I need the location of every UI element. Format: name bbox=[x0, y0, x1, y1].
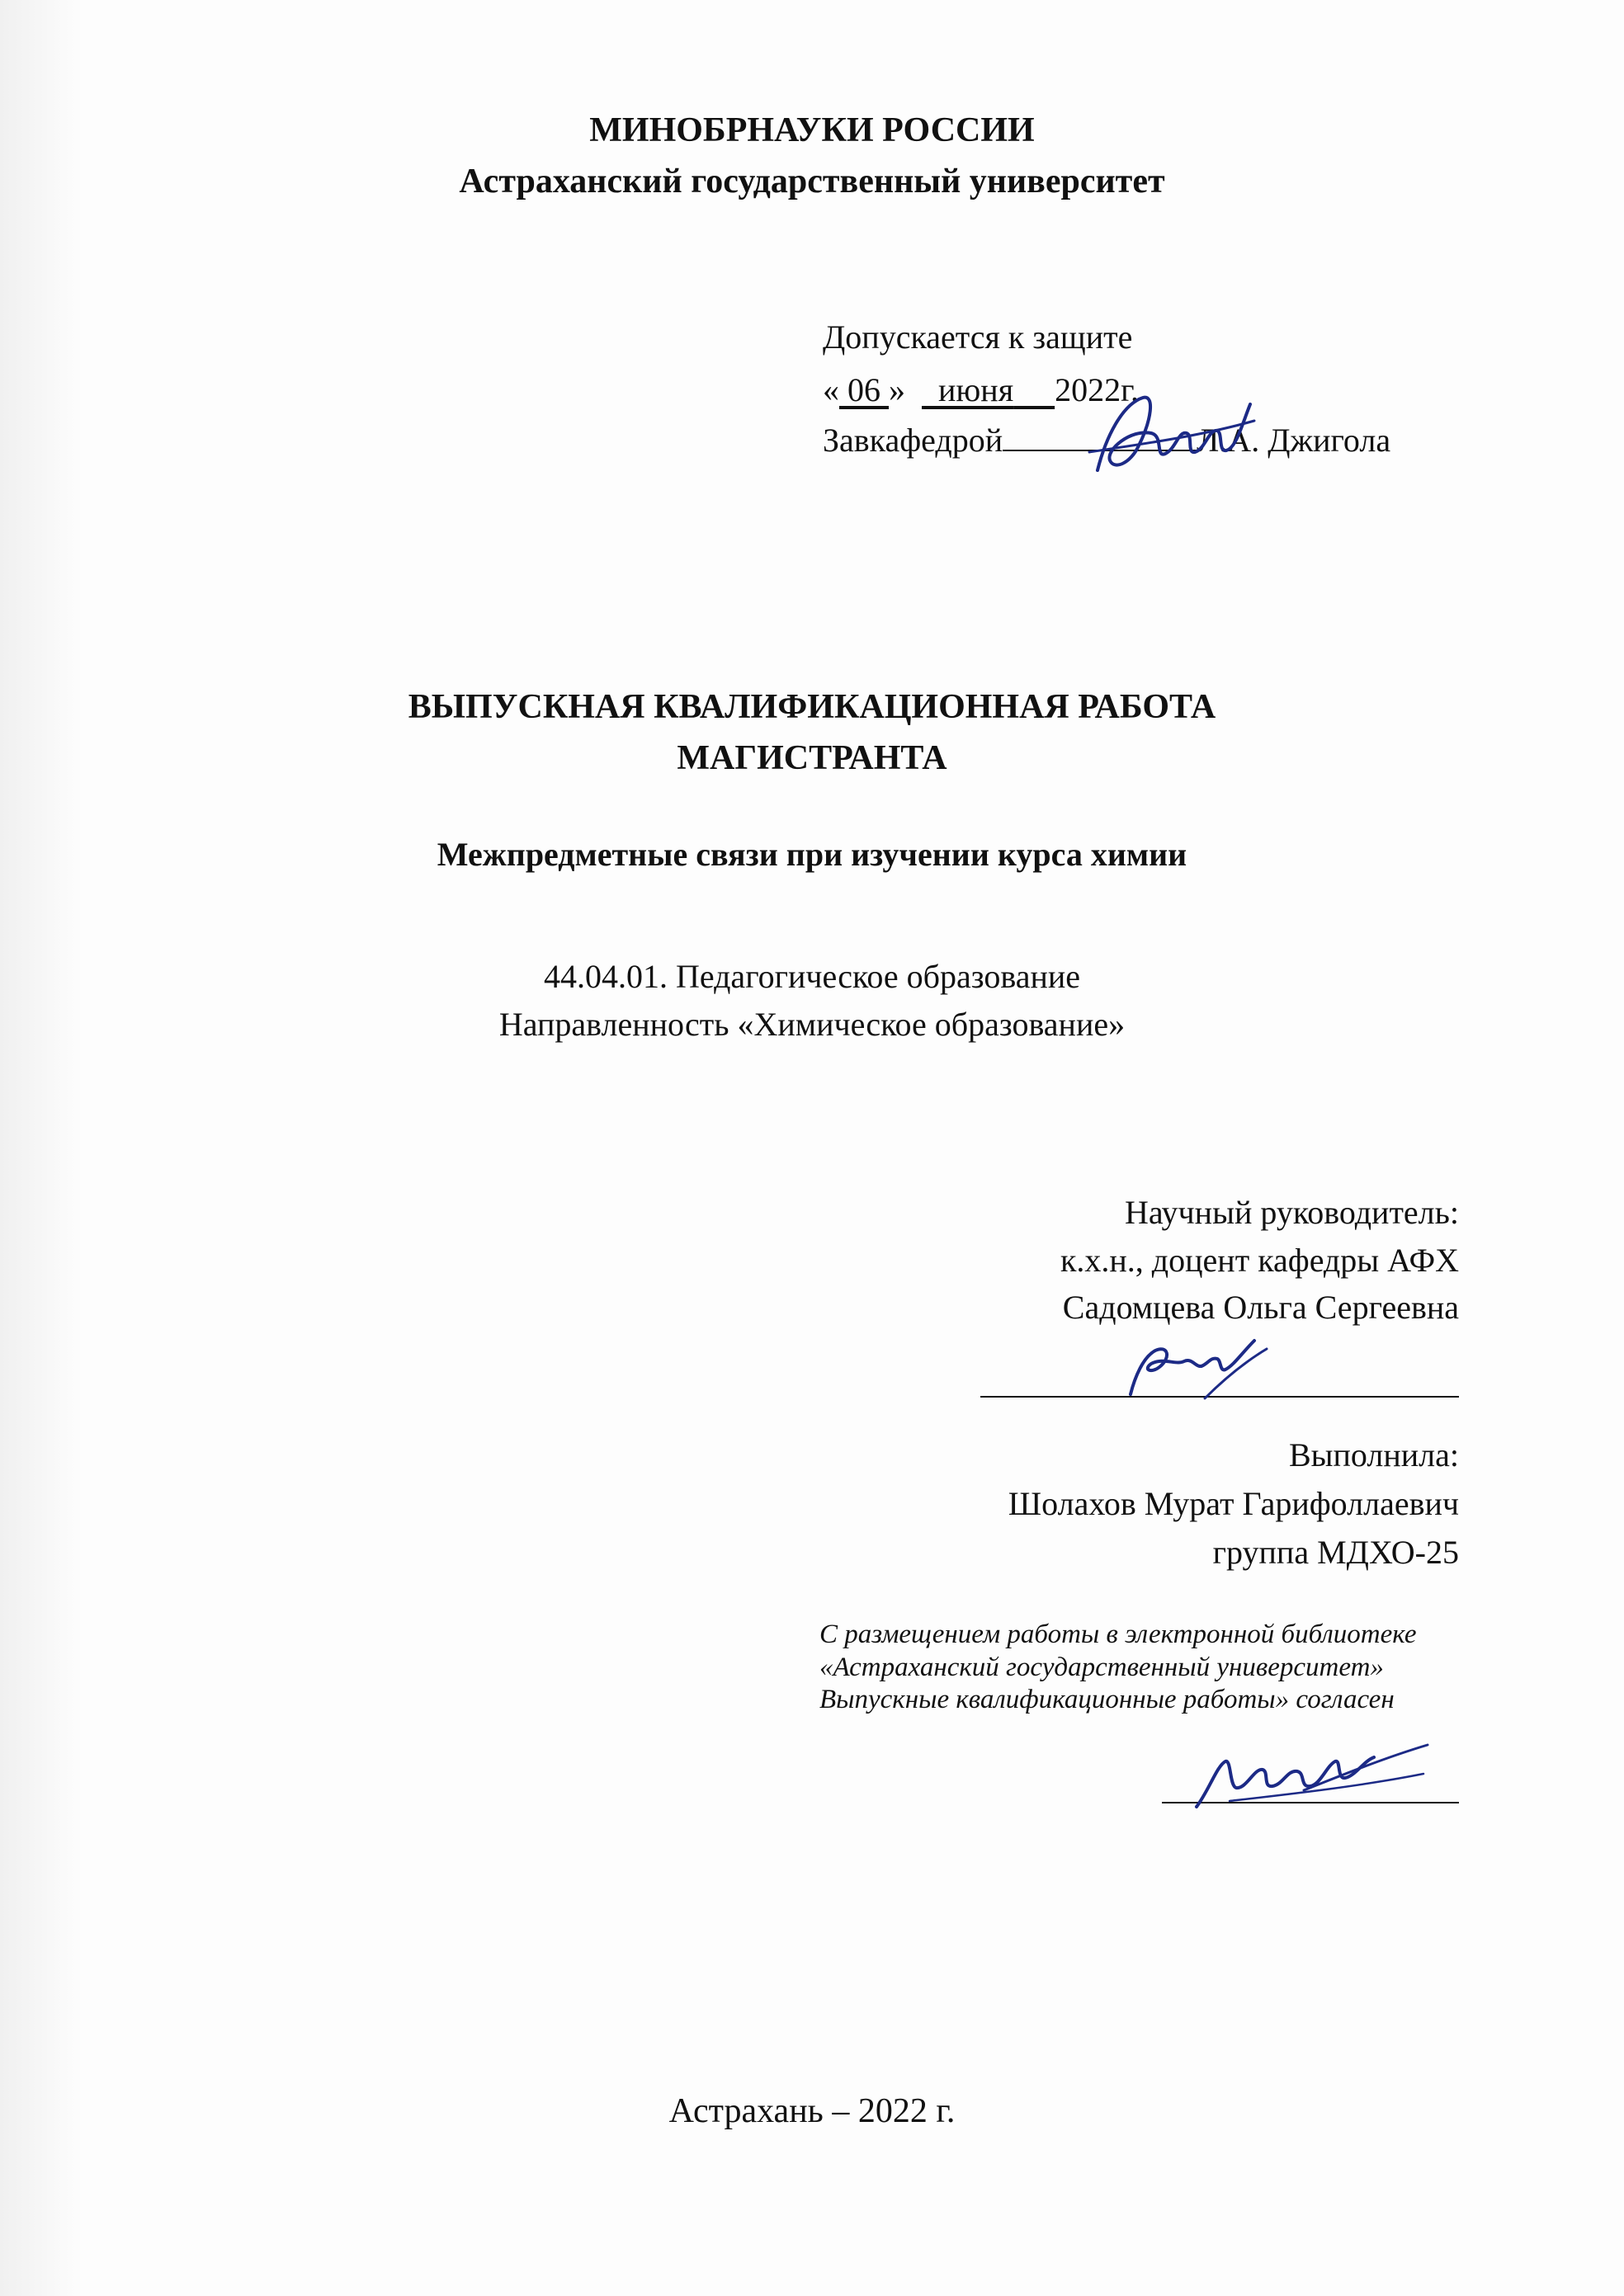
head-label: Завкафедрой bbox=[823, 422, 1003, 459]
date-month: июня bbox=[938, 371, 1014, 408]
supervisor-name: Садомцева Ольга Сергеевна bbox=[1062, 1289, 1459, 1326]
date-year: 2022г. bbox=[1055, 371, 1139, 408]
author-name: Шолахов Мурат Гарифоллаевич bbox=[1008, 1485, 1459, 1522]
supervisor-title: к.х.н., доцент кафедры АФХ bbox=[1060, 1242, 1459, 1279]
specialty-profile: Направленность «Химическое образование» bbox=[498, 1006, 1126, 1043]
author-group: группа МДХО-25 bbox=[1212, 1534, 1459, 1571]
page-edge-shading bbox=[0, 0, 83, 2296]
ministry-heading: МИНОБРНАУКИ РОССИИ bbox=[589, 111, 1035, 149]
supervisor-signature-icon bbox=[1106, 1332, 1271, 1407]
author-signature-icon bbox=[1180, 1728, 1436, 1819]
head-name: Л.А. Джигола bbox=[1197, 422, 1391, 459]
university-heading: Астраханский государственный университет bbox=[459, 163, 1165, 200]
work-type-title: ВЫПУСКНАЯ КВАЛИФИКАЦИОННАЯ РАБОТА bbox=[408, 688, 1216, 726]
head-signature-icon bbox=[1073, 388, 1263, 487]
city-year-footer: Астрахань – 2022 г. bbox=[668, 2092, 956, 2130]
date-day: 06 bbox=[847, 371, 880, 408]
work-type-title-2: МАГИСТРАНТА bbox=[677, 739, 947, 777]
admission-label: Допускается к защите bbox=[823, 318, 1133, 356]
date-quote-close: » bbox=[889, 371, 905, 408]
specialty-code: 44.04.01. Педагогическое образование bbox=[543, 958, 1081, 995]
consent-statement: С размещением работы в электронной библиотеке «Астраханский государственный университет» Выпускные квалификационные работы» согласен bbox=[819, 1619, 1417, 1715]
thesis-topic: Межпредметные связи при изучении курса химии bbox=[437, 836, 1187, 873]
supervisor-role: Научный руководитель: bbox=[1124, 1194, 1459, 1231]
date-quote-open: « bbox=[823, 371, 839, 408]
author-role: Выполнила: bbox=[1288, 1436, 1459, 1473]
